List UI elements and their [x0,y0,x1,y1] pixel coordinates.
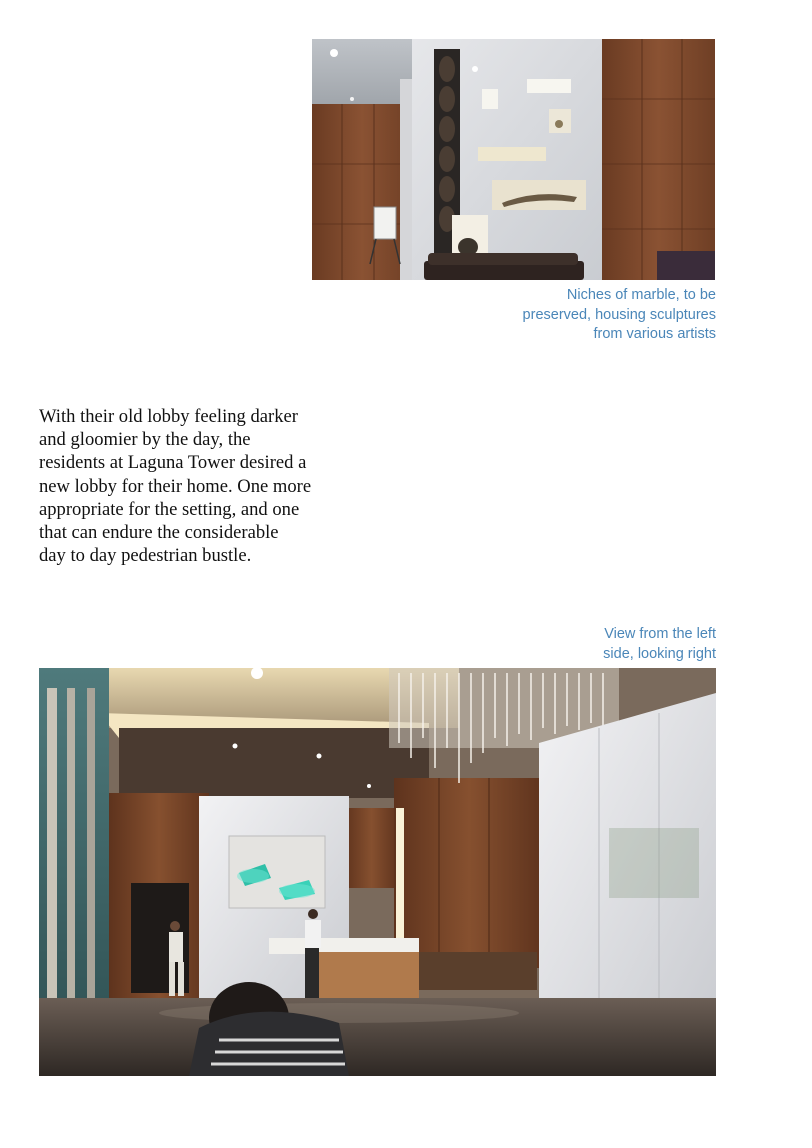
lobby-view-photo [39,668,716,1076]
marble-niches-image [312,39,715,280]
marble-niches-caption: Niches of marble, to be preserved, housing sculptures from various artists [522,287,716,342]
body-paragraph: With their old lobby feeling darker and gloomier by the day, the residents at Laguna Tower desired a new lobby for their home. One more appropriate for the setting, and one that can endure the considerable day to day pedestrian bustle. [39,406,312,567]
lobby-view-image [39,668,716,1076]
lobby-view-caption: View from the left side, looking right [603,626,716,662]
marble-niches-photo [312,39,715,280]
